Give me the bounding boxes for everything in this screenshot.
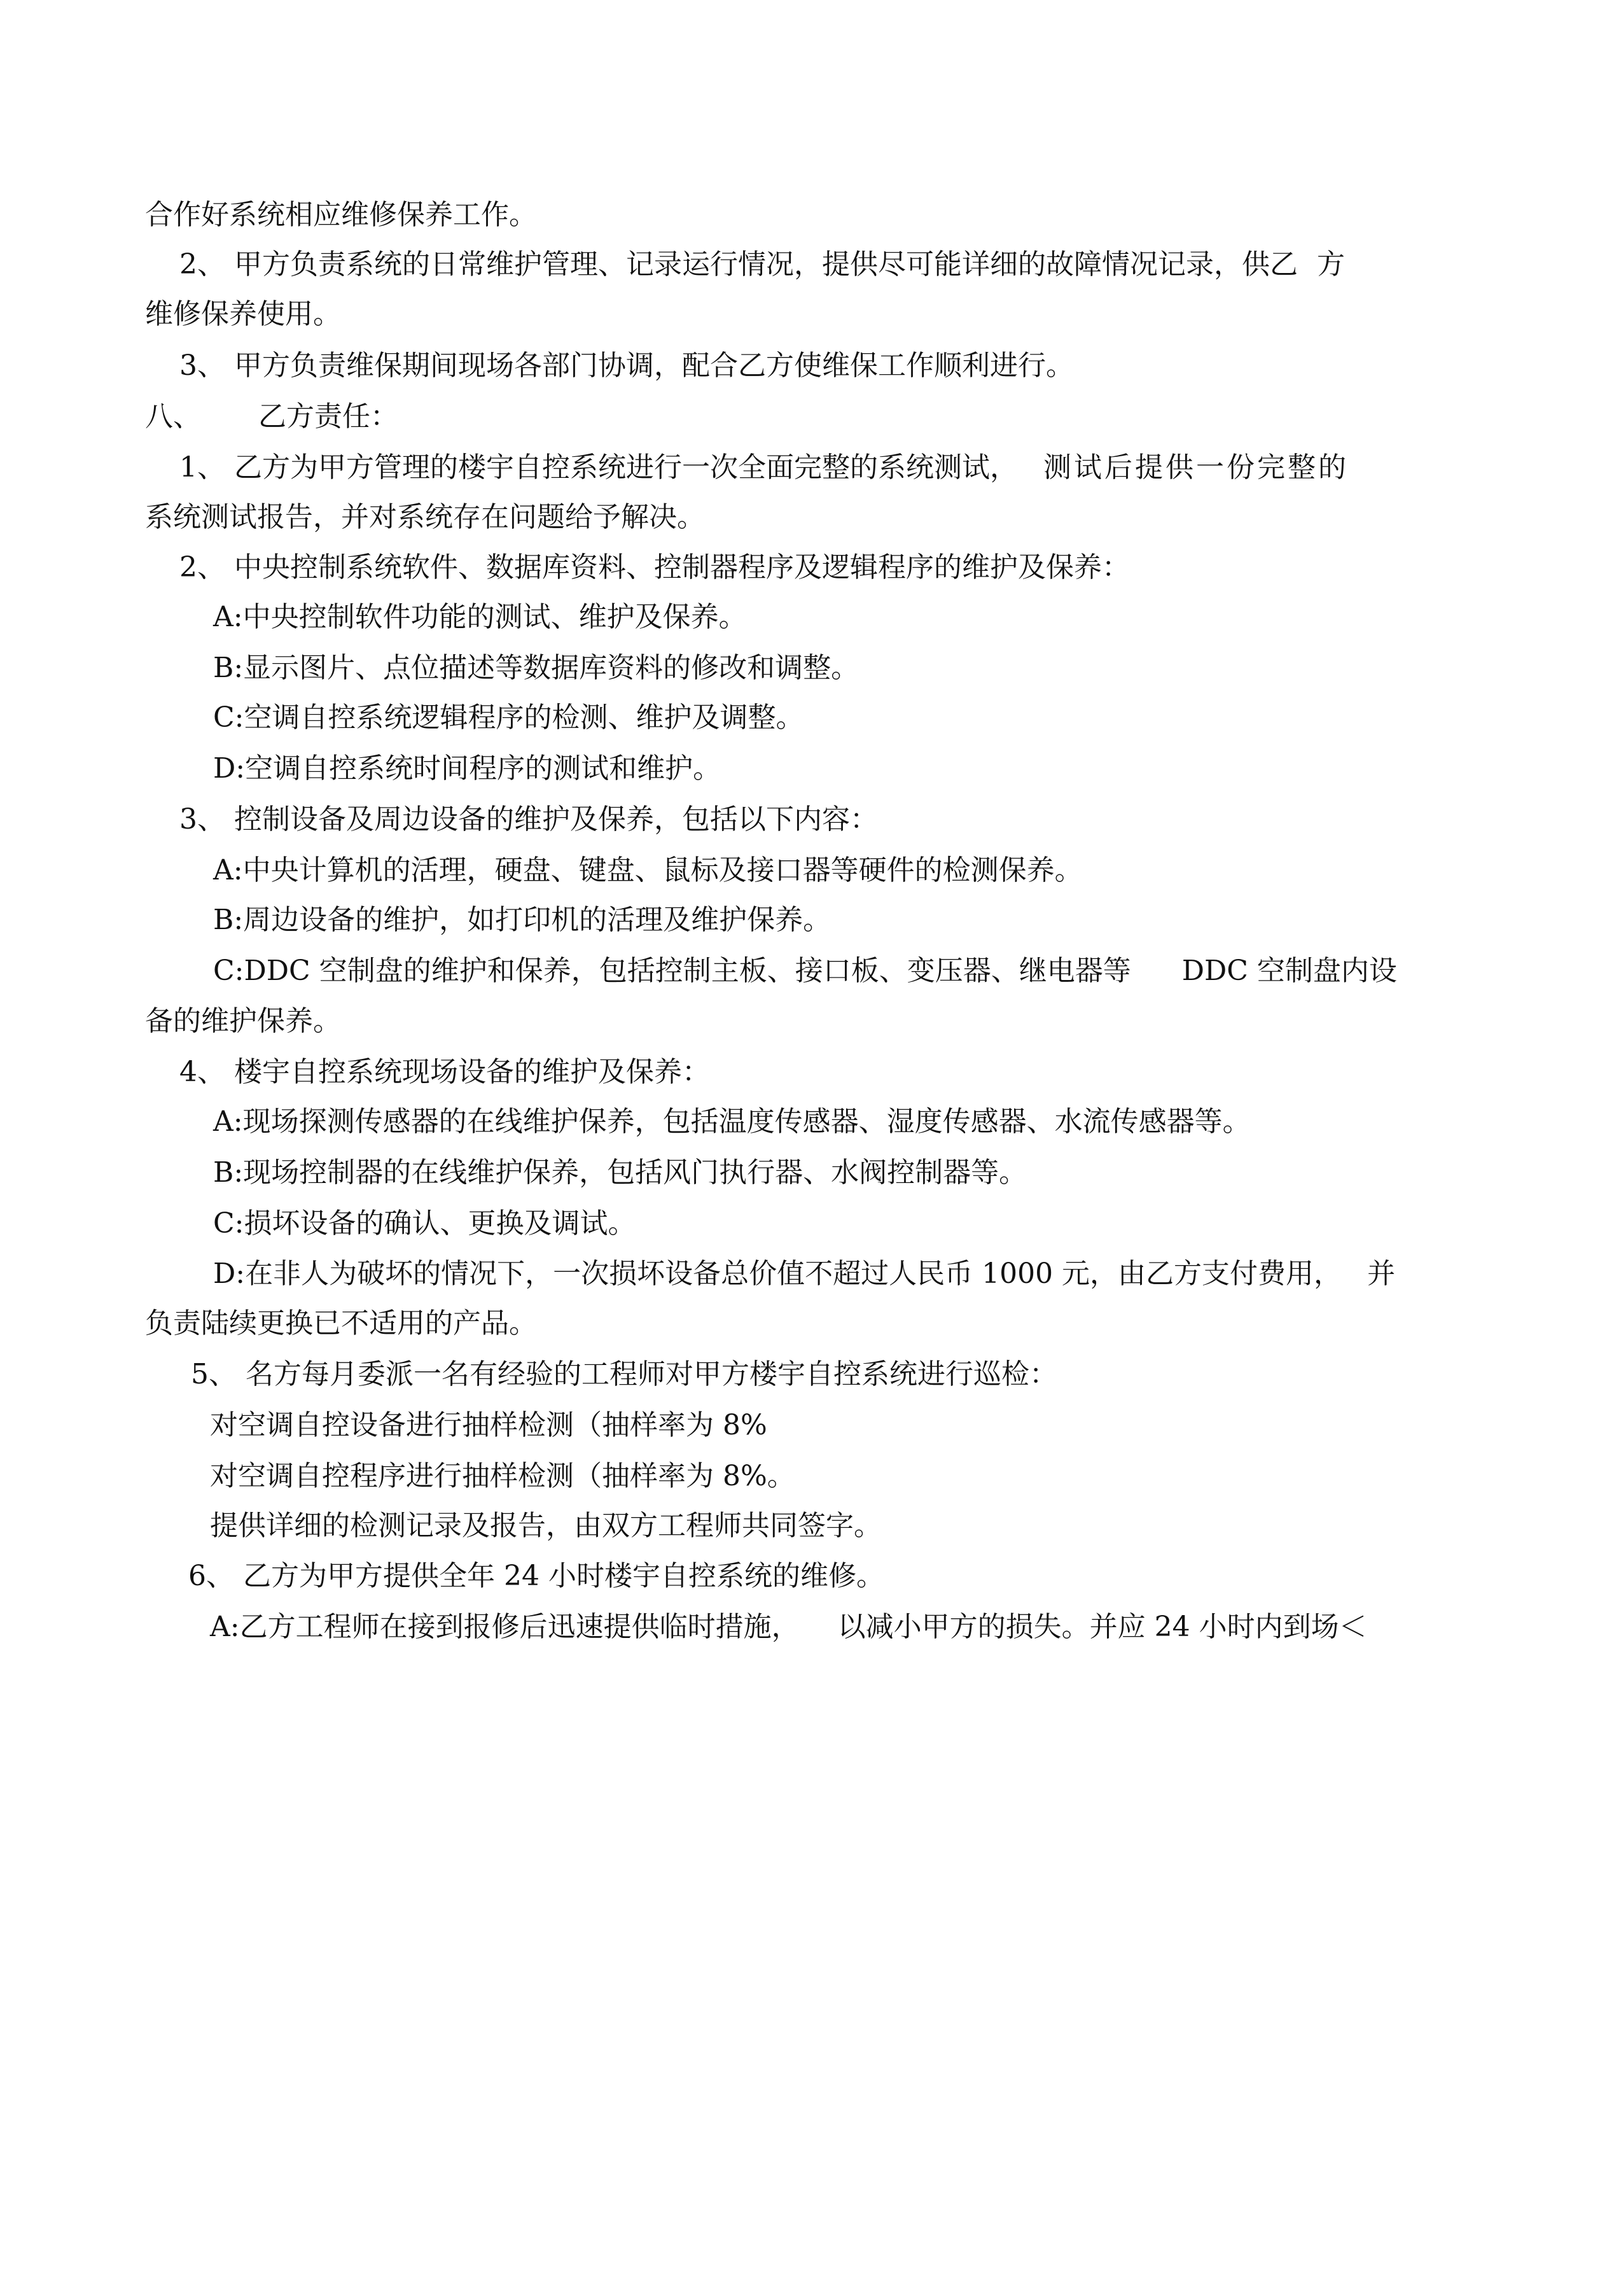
text-line-item-3-party-a: 3、 甲方负责维保期间现场各部门协调，配合乙方使维保工作顺利进行。 — [179, 349, 1074, 382]
text-line-subitem: 对空调自控设备进行抽样检测（抽样率为 8% — [210, 1409, 767, 1441]
section-number: 八、 — [145, 400, 201, 433]
text-line-subitem: A:中央控制软件功能的测试、维护及保养。 — [213, 601, 747, 633]
text-line-subitem: 对空调自控程序进行抽样检测（抽样率为 8%。 — [210, 1460, 795, 1492]
text-segment: D:在非人为破坏的情况下，一次损坏设备总价值不超过人民币 1000 元，由乙方支付费用， — [213, 1257, 1342, 1290]
text-line-subitem: B:现场控制器的在线维护保养，包括风门执行器、水阀控制器等。 — [213, 1156, 1027, 1189]
text-segment: 以减小甲方的损失。并应 24 小时内到场＜ — [837, 1611, 1367, 1643]
text-line: 备的维护保养。 — [145, 1005, 341, 1037]
text-line-subitem: A:现场探测传感器的在线维护保养，包括温度传感器、湿度传感器、水流传感器等。 — [213, 1105, 1251, 1138]
text-segment: A:乙方工程师在接到报修后迅速提供临时措施， — [210, 1611, 800, 1643]
text-line-item-3-party-b: 3、 控制设备及周边设备的维护及保养，包括以下内容： — [179, 803, 878, 836]
text-line-subitem: 提供详细的检测记录及报告，由双方工程师共同签字。 — [210, 1509, 882, 1542]
text-line-subitem: D:空调自控系统时间程序的测试和维护。 — [213, 752, 721, 785]
section-title: 乙方责任： — [258, 400, 398, 433]
text-line-item-2-party-b: 2、 中央控制系统软件、数据库资料、控制器程序及逻辑程序的维护及保养： — [179, 551, 1130, 584]
text-line-subitem — [213, 952, 1397, 990]
text-line: 负责陆续更换已不适用的产品。 — [145, 1307, 537, 1340]
text-segment: 并 — [1367, 1257, 1396, 1290]
text-line-subitem — [213, 1255, 1395, 1293]
text-line-subitem: C:损坏设备的确认、更换及调试。 — [213, 1207, 636, 1240]
text-segment: 2、 甲方负责系统的日常维护管理、记录运行情况，提供尽可能详细的故障情况记录，供乙 — [179, 248, 1298, 281]
text-line-item-1-party-b — [179, 449, 1349, 487]
text-segment: DDC 空制盘内设 — [1181, 955, 1397, 987]
section-heading-eight — [145, 398, 398, 436]
text-line: 维修保养使用。 — [145, 298, 341, 330]
text-segment: 方 — [1316, 248, 1345, 281]
text-line: 系统测试报告，并对系统存在问题给予解决。 — [145, 501, 705, 533]
text-segment: C:DDC 空制盘的维护和保养，包括控制主板、接口板、变压器、继电器等 — [213, 955, 1131, 987]
text-line-item-5-party-b: 5、 名方每月委派一名有经验的工程师对甲方楼宇自控系统进行巡检： — [191, 1358, 1057, 1390]
text-line-continuation: 合作好系统相应维修保养工作。 — [145, 199, 537, 231]
text-line-subitem: C:空调自控系统逻辑程序的检测、维护及调整。 — [213, 701, 804, 734]
text-line-subitem: B:显示图片、点位描述等数据库资料的修改和调整。 — [213, 652, 859, 684]
text-line-item-2-party-a — [179, 246, 1345, 284]
text-line-item-4-party-b: 4、 楼宇自控系统现场设备的维护及保养： — [179, 1056, 710, 1088]
text-segment: 1、 乙方为甲方管理的楼宇自控系统进行一次全面完整的系统测试， — [179, 451, 1018, 484]
text-line-subitem — [210, 1608, 1367, 1646]
text-line-subitem: A:中央计算机的活理，硬盘、键盘、鼠标及接口器等硬件的检测保养。 — [213, 854, 1083, 886]
text-line-subitem: B:周边设备的维护，如打印机的活理及维护保养。 — [213, 904, 831, 936]
text-segment: 测试后提供一份完整的 — [1043, 451, 1349, 484]
text-line-item-6-party-b: 6、 乙方为甲方提供全年 24 小时楼宇自控系统的维修。 — [188, 1560, 884, 1592]
